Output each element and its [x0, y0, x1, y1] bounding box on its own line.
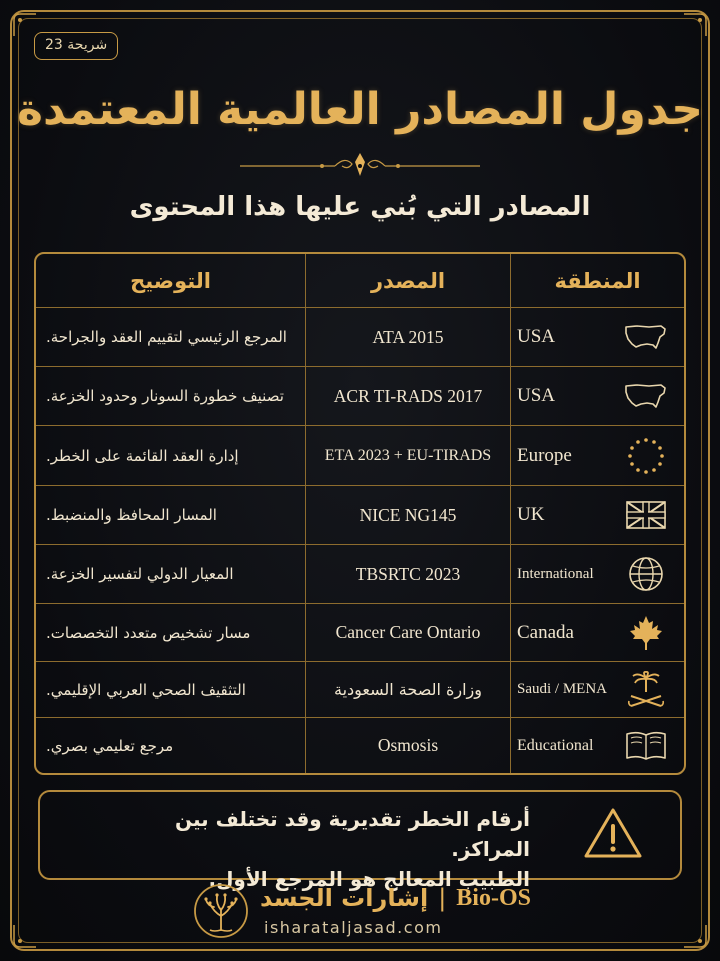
usa-map-icon [622, 317, 670, 357]
region-label: Educational [517, 736, 594, 754]
row-explanation: المسار المحافظ والمنضبط. [36, 486, 306, 544]
table-row [36, 486, 684, 545]
tree-logo-icon [192, 882, 250, 940]
row-explanation: مسار تشخيص متعدد التخصصات. [36, 604, 306, 661]
region-label: USA [517, 385, 556, 406]
row-source: ETA 2023 + EU-TIRADS [306, 426, 511, 485]
row-explanation: المعيار الدولي لتفسير الخزعة. [36, 545, 306, 603]
row-source: Osmosis [306, 718, 511, 773]
warning-icon [580, 804, 646, 864]
row-source: Cancer Care Ontario [306, 604, 511, 661]
globe-icon [622, 554, 670, 594]
row-region [511, 662, 684, 717]
table-row [36, 367, 684, 426]
row-explanation: تصنيف خطورة السونار وحدود الخزعة. [36, 367, 306, 425]
row-source: ACR TI-RADS 2017 [306, 367, 511, 425]
corner-ornament-icon [12, 12, 38, 38]
corner-ornament-icon [682, 923, 708, 949]
ornament-divider-icon [230, 150, 490, 180]
eu-stars-icon [622, 436, 670, 476]
brand-separator: | [438, 884, 447, 912]
table-row [36, 718, 684, 773]
row-source: ATA 2015 [306, 308, 511, 366]
header-explanation: التوضيح [36, 254, 306, 307]
row-region [511, 367, 684, 425]
usa-map-icon [622, 376, 670, 416]
region-label: UK [517, 504, 545, 525]
row-explanation: مرجع تعليمي بصري. [36, 718, 306, 773]
brand-arabic: إشارات الجسد [260, 884, 429, 912]
corner-ornament-icon [12, 923, 38, 949]
region-label: Europe [517, 444, 572, 466]
row-source: وزارة الصحة السعودية [306, 662, 511, 717]
disclaimer-line-1: أرقام الخطر تقديرية وقد تختلف بين المراكز. [174, 807, 530, 861]
region-label: Canada [517, 621, 574, 643]
corner-ornament-icon [682, 12, 708, 38]
uk-flag-icon [622, 495, 670, 535]
header-source: المصدر [306, 254, 511, 307]
table-header-row [36, 254, 684, 308]
brand-name-row [260, 884, 531, 912]
region-label: International [517, 565, 594, 582]
table-row [36, 604, 684, 662]
website-url[interactable]: isharataljasad.com [264, 918, 443, 937]
row-explanation: إدارة العقد القائمة على الخطر. [36, 426, 306, 485]
saudi-emblem-icon [622, 670, 670, 710]
maple-leaf-icon [622, 613, 670, 653]
row-source: TBSRTC 2023 [306, 545, 511, 603]
table-row [36, 308, 684, 367]
table-row [36, 545, 684, 604]
disclaimer-line-2: الطبيب المعالج هو المرجع الأول. [208, 867, 530, 891]
row-explanation: التثقيف الصحي العربي الإقليمي. [36, 662, 306, 717]
sources-table [34, 252, 686, 775]
footer-brand [190, 878, 550, 938]
table-row [36, 426, 684, 486]
row-region [511, 486, 684, 544]
header-region: المنطقة [554, 268, 641, 293]
region-label: Saudi / MENA [517, 681, 607, 697]
row-region [511, 308, 684, 366]
region-label: USA [517, 326, 556, 347]
row-region [511, 604, 684, 661]
open-book-icon [622, 726, 670, 766]
page-title: جدول المصادر العالمية المعتمدة [17, 84, 703, 135]
page-subtitle: المصادر التي بُني عليها هذا المحتوى [129, 192, 591, 222]
row-explanation: المرجع الرئيسي لتقييم العقد والجراحة. [36, 308, 306, 366]
brand-english: Bio-OS [456, 884, 531, 911]
disclaimer-box [38, 790, 682, 891]
slide-number-badge: شريحة 23 [34, 32, 118, 60]
row-source: NICE NG145 [306, 486, 511, 544]
row-region [511, 426, 684, 485]
row-region [511, 718, 684, 773]
table-row [36, 662, 684, 718]
row-region [511, 545, 684, 603]
